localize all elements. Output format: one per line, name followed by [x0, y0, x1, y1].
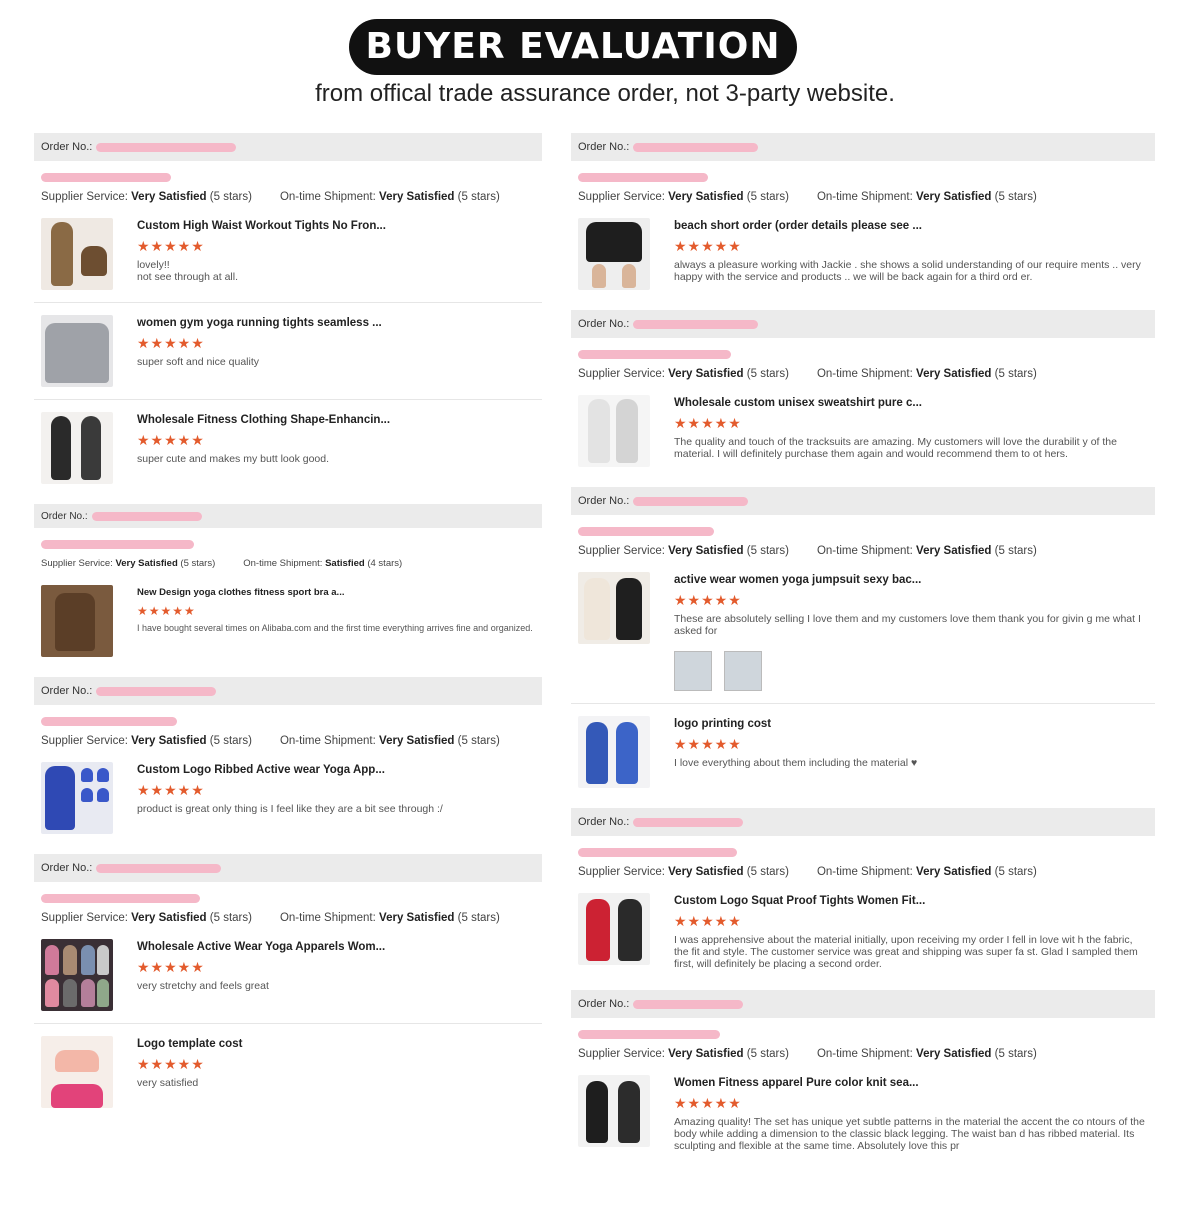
- order-card: [571, 808, 1155, 982]
- supplier-service-label: Supplier Service:: [41, 558, 113, 569]
- supplier-service-label: Supplier Service:: [578, 1048, 665, 1060]
- order-no-label: Order No.:: [578, 495, 630, 507]
- ontime-shipment-label: On-time Shipment:: [279, 191, 376, 203]
- order-card: [571, 990, 1155, 1164]
- order-no-label: Order No.:: [578, 141, 630, 153]
- product-thumbnail[interactable]: [41, 412, 113, 484]
- order-no-label: Order No.:: [578, 318, 630, 330]
- review-body: [674, 572, 1149, 691]
- redacted-buyer-name: [578, 350, 731, 359]
- ratings-row: [34, 732, 542, 750]
- product-title[interactable]: Wholesale Fitness Clothing Shape-Enhancin...: [137, 414, 391, 426]
- product-title[interactable]: Wholesale Active Wear Yoga Apparels Wom...: [137, 941, 386, 953]
- review-body: [137, 218, 536, 290]
- supplier-service-value: Very Satisfied: [668, 545, 744, 557]
- supplier-service-value: Very Satisfied: [115, 558, 178, 569]
- page-subtitle: from offical trade assurance order, not 3-party website.: [315, 80, 895, 107]
- thumbnail-figure: [55, 593, 95, 651]
- order-card: [571, 133, 1155, 302]
- order-header: [571, 487, 1155, 515]
- thumbnail-figure: [584, 578, 610, 640]
- order-header: [571, 133, 1155, 161]
- review-comment: Amazing quality! The set has unique yet subtle patterns in the material the accent the co ntours of the body while adding a dimension to the classic black legging. The waist ban d has ribbed material. Its sculpting and flexible at the same time. Absolutely love this pr: [674, 1116, 1145, 1152]
- ontime-shipment-value: Very Satisfied: [379, 735, 455, 747]
- ratings-row: [34, 555, 542, 573]
- star-rating-icon: ★★★★★: [674, 1095, 742, 1111]
- thumbnail-figure: [622, 264, 636, 288]
- thumbnail-figure: [55, 1050, 99, 1072]
- supplier-service-stars: (5 stars): [746, 545, 789, 557]
- supplier-service-value: Very Satisfied: [131, 912, 207, 924]
- star-rating-icon: ★★★★★: [137, 238, 205, 254]
- order-header: [34, 854, 542, 882]
- ontime-shipment-stars: (5 stars): [994, 866, 1037, 878]
- product-title[interactable]: Custom Logo Squat Proof Tights Women Fit...: [674, 895, 926, 907]
- order-header: [34, 133, 542, 161]
- supplier-service-stars: (5 stars): [209, 191, 252, 203]
- ratings-row: [571, 863, 1155, 881]
- thumbnail-figure: [97, 768, 109, 782]
- product-thumbnail[interactable]: [41, 315, 113, 387]
- thumbnail-figure: [586, 722, 608, 784]
- review-item[interactable]: [34, 750, 542, 846]
- product-title[interactable]: Wholesale custom unisex sweatshirt pure c...: [674, 397, 922, 409]
- thumbnail-figure: [588, 399, 610, 463]
- ontime-shipment-value: Satisfied: [325, 558, 365, 569]
- ratings-row: [571, 542, 1155, 560]
- right-column: [571, 133, 1155, 1172]
- order-no-label: Order No.:: [41, 685, 93, 697]
- review-photo[interactable]: [724, 651, 762, 691]
- order-card: [34, 854, 542, 1120]
- review-item[interactable]: [571, 560, 1155, 704]
- review-body: [674, 1075, 1149, 1152]
- order-header: [34, 504, 542, 528]
- review-comment: I was apprehensive about the material initially, upon receiving my order I fell in love wit h the fabric, the fit and style. The customer service was great and shipping was super fa st. Glad I sampled them first, will definitely be placing a second order.: [674, 934, 1138, 970]
- thumbnail-figure: [51, 416, 71, 480]
- thumbnail-figure: [81, 246, 107, 276]
- order-card: [571, 310, 1155, 479]
- supplier-service-label: Supplier Service:: [41, 912, 128, 924]
- review-item[interactable]: [571, 383, 1155, 479]
- ontime-shipment-label: On-time Shipment:: [279, 735, 376, 747]
- review-comment: super cute and makes my butt look good.: [137, 453, 330, 465]
- review-body: [674, 395, 1149, 467]
- ratings-row: [571, 365, 1155, 383]
- product-thumbnail[interactable]: [578, 893, 650, 965]
- order-header: [571, 990, 1155, 1018]
- review-body: [674, 893, 1149, 970]
- redacted-order-number: [633, 143, 758, 152]
- review-comment: I have bought several times on Alibaba.com and the first time everything arrives fine and organized.: [137, 623, 533, 633]
- star-rating-icon: ★★★★★: [137, 782, 205, 798]
- ontime-shipment-value: Very Satisfied: [916, 368, 992, 380]
- supplier-service-stars: (5 stars): [180, 558, 216, 569]
- product-title[interactable]: New Design yoga clothes fitness sport bra a...: [137, 587, 345, 598]
- order-no-label: Order No.:: [41, 141, 93, 153]
- product-thumbnail[interactable]: [578, 218, 650, 290]
- thumbnail-figure: [45, 766, 75, 830]
- review-comment: The quality and touch of the tracksuits are amazing. My customers will love the durabilit y of the material. I will definitely purchase them again and would recommend them to ot hers.: [674, 436, 1117, 460]
- product-title[interactable]: Custom Logo Ribbed Active wear Yoga App...: [137, 764, 385, 776]
- review-comment: super soft and nice quality: [137, 356, 259, 368]
- thumbnail-figure: [97, 979, 109, 1007]
- ontime-shipment-stars: (5 stars): [457, 912, 500, 924]
- star-rating-icon: ★★★★★: [674, 913, 742, 929]
- thumbnail-figure: [586, 222, 642, 262]
- review-body: [137, 585, 536, 657]
- redacted-order-number: [633, 1000, 743, 1009]
- thumbnail-figure: [618, 899, 642, 961]
- order-card: [571, 487, 1155, 800]
- redacted-order-number: [92, 512, 202, 521]
- review-item[interactable]: [34, 303, 542, 400]
- review-body: [137, 939, 536, 1011]
- review-item[interactable]: [571, 881, 1155, 982]
- thumbnail-figure: [63, 979, 77, 1007]
- ontime-shipment-value: Very Satisfied: [379, 912, 455, 924]
- product-title[interactable]: logo printing cost: [674, 718, 772, 730]
- ratings-row: [571, 188, 1155, 206]
- thumbnail-figure: [618, 1081, 640, 1143]
- product-title[interactable]: Custom High Waist Workout Tights No Fron...: [137, 220, 386, 232]
- review-item[interactable]: [34, 927, 542, 1024]
- redacted-order-number: [96, 864, 221, 873]
- product-thumbnail[interactable]: [578, 572, 650, 644]
- ontime-shipment-stars: (5 stars): [457, 191, 500, 203]
- order-header: [34, 677, 542, 705]
- supplier-service-stars: (5 stars): [746, 191, 789, 203]
- thumbnail-figure: [51, 222, 73, 286]
- review-body: [674, 218, 1149, 290]
- thumbnail-figure: [616, 722, 638, 784]
- order-no-label: Order No.:: [41, 862, 93, 874]
- order-no-label: Order No.:: [578, 816, 630, 828]
- product-title[interactable]: Logo template cost: [137, 1038, 243, 1050]
- supplier-service-value: Very Satisfied: [668, 191, 744, 203]
- star-rating-icon: ★★★★★: [137, 604, 196, 618]
- order-card: [34, 677, 542, 846]
- thumbnail-figure: [81, 416, 101, 480]
- ontime-shipment-stars: (5 stars): [994, 191, 1037, 203]
- redacted-order-number: [633, 320, 758, 329]
- left-column: [34, 133, 542, 1128]
- ontime-shipment-label: On-time Shipment:: [816, 191, 913, 203]
- star-rating-icon: ★★★★★: [137, 959, 205, 975]
- ontime-shipment-stars: (4 stars): [367, 558, 403, 569]
- ontime-shipment-label: On-time Shipment:: [816, 1048, 913, 1060]
- supplier-service-stars: (5 stars): [746, 1048, 789, 1060]
- supplier-service-value: Very Satisfied: [668, 866, 744, 878]
- ontime-shipment-value: Very Satisfied: [916, 191, 992, 203]
- redacted-buyer-name: [41, 894, 200, 903]
- ontime-shipment-label: On-time Shipment:: [279, 912, 376, 924]
- product-thumbnail[interactable]: [41, 762, 113, 834]
- review-item[interactable]: [34, 1024, 542, 1120]
- redacted-buyer-name: [578, 173, 708, 182]
- review-body: [674, 716, 1149, 788]
- review-comment: always a pleasure working with Jackie . she shows a solid understanding of our require ments .. very happy with the service and products .. we will be back again for a third ord er.: [674, 259, 1141, 283]
- product-title[interactable]: Women Fitness apparel Pure color knit sea...: [674, 1077, 919, 1089]
- thumbnail-figure: [45, 945, 59, 975]
- ontime-shipment-value: Very Satisfied: [379, 191, 455, 203]
- ontime-shipment-label: On-time Shipment:: [243, 558, 323, 569]
- ratings-row: [571, 1045, 1155, 1063]
- review-item[interactable]: [571, 704, 1155, 800]
- product-title[interactable]: women gym yoga running tights seamless ...: [137, 317, 382, 329]
- review-item[interactable]: [34, 573, 542, 669]
- ontime-shipment-label: On-time Shipment:: [816, 866, 913, 878]
- thumbnail-figure: [586, 899, 610, 961]
- review-comment: very stretchy and feels great: [137, 980, 269, 992]
- redacted-buyer-name: [578, 848, 737, 857]
- ontime-shipment-stars: (5 stars): [457, 735, 500, 747]
- ratings-row: [34, 909, 542, 927]
- ontime-shipment-stars: (5 stars): [994, 1048, 1037, 1060]
- product-thumbnail[interactable]: [41, 1036, 113, 1108]
- thumbnail-figure: [81, 945, 95, 975]
- supplier-service-stars: (5 stars): [746, 866, 789, 878]
- redacted-buyer-name: [41, 173, 171, 182]
- thumbnail-figure: [616, 578, 642, 640]
- thumbnail-figure: [592, 264, 606, 288]
- thumbnail-figure: [45, 323, 109, 383]
- supplier-service-value: Very Satisfied: [668, 368, 744, 380]
- review-item[interactable]: [571, 206, 1155, 302]
- supplier-service-label: Supplier Service:: [578, 866, 665, 878]
- supplier-service-label: Supplier Service:: [41, 191, 128, 203]
- redacted-order-number: [96, 687, 216, 696]
- review-photo[interactable]: [674, 651, 712, 691]
- star-rating-icon: ★★★★★: [674, 238, 742, 254]
- thumbnail-figure: [81, 768, 93, 782]
- order-card: [34, 504, 542, 669]
- product-thumbnail[interactable]: [41, 585, 113, 657]
- star-rating-icon: ★★★★★: [674, 415, 742, 431]
- review-body: [137, 1036, 536, 1108]
- thumbnail-figure: [586, 1081, 608, 1143]
- supplier-service-stars: (5 stars): [209, 912, 252, 924]
- review-body: [137, 315, 536, 387]
- review-photos: [674, 651, 1149, 691]
- review-comment: very satisfied: [137, 1077, 199, 1089]
- product-title[interactable]: active wear women yoga jumpsuit sexy bac...: [674, 574, 922, 586]
- thumbnail-figure: [51, 1084, 103, 1108]
- star-rating-icon: ★★★★★: [137, 1056, 205, 1072]
- supplier-service-value: Very Satisfied: [668, 1048, 744, 1060]
- product-thumbnail[interactable]: [578, 1075, 650, 1147]
- thumbnail-figure: [97, 945, 109, 975]
- review-item[interactable]: [571, 1063, 1155, 1164]
- thumbnail-figure: [81, 788, 93, 802]
- order-no-label: Order No.:: [41, 510, 88, 522]
- supplier-service-label: Supplier Service:: [578, 545, 665, 557]
- ontime-shipment-label: On-time Shipment:: [816, 368, 913, 380]
- ontime-shipment-value: Very Satisfied: [916, 1048, 992, 1060]
- redacted-buyer-name: [578, 1030, 720, 1039]
- thumbnail-figure: [63, 945, 77, 975]
- supplier-service-value: Very Satisfied: [131, 191, 207, 203]
- ratings-row: [34, 188, 542, 206]
- supplier-service-label: Supplier Service:: [578, 191, 665, 203]
- ontime-shipment-value: Very Satisfied: [916, 866, 992, 878]
- redacted-buyer-name: [41, 540, 194, 549]
- thumbnail-figure: [81, 979, 95, 1007]
- review-item[interactable]: [34, 206, 542, 303]
- review-body: [137, 762, 536, 834]
- ontime-shipment-label: On-time Shipment:: [816, 545, 913, 557]
- star-rating-icon: ★★★★★: [674, 592, 742, 608]
- thumbnail-figure: [616, 399, 638, 463]
- star-rating-icon: ★★★★★: [674, 736, 742, 752]
- order-header: [571, 808, 1155, 836]
- page-title: BUYER EVALUATION: [349, 19, 797, 75]
- redacted-order-number: [633, 818, 743, 827]
- redacted-order-number: [633, 497, 748, 506]
- redacted-buyer-name: [578, 527, 714, 536]
- supplier-service-label: Supplier Service:: [41, 735, 128, 747]
- product-thumbnail[interactable]: [578, 395, 650, 467]
- supplier-service-stars: (5 stars): [746, 368, 789, 380]
- order-card: [34, 133, 542, 496]
- star-rating-icon: ★★★★★: [137, 335, 205, 351]
- order-header: [571, 310, 1155, 338]
- review-item[interactable]: [34, 400, 542, 496]
- ontime-shipment-value: Very Satisfied: [916, 545, 992, 557]
- product-title[interactable]: beach short order (order details please see ...: [674, 220, 922, 232]
- redacted-order-number: [96, 143, 236, 152]
- supplier-service-value: Very Satisfied: [131, 735, 207, 747]
- review-comment: These are absolutely selling I love them and my customers love them thank you for givin g me what I asked for: [674, 613, 1141, 637]
- review-body: [137, 412, 536, 484]
- thumbnail-figure: [97, 788, 109, 802]
- product-thumbnail[interactable]: [578, 716, 650, 788]
- ontime-shipment-stars: (5 stars): [994, 545, 1037, 557]
- ontime-shipment-stars: (5 stars): [994, 368, 1037, 380]
- review-comment: I love everything about them including the material ♥: [674, 757, 918, 769]
- star-rating-icon: ★★★★★: [137, 432, 205, 448]
- thumbnail-figure: [45, 979, 59, 1007]
- redacted-buyer-name: [41, 717, 177, 726]
- order-no-label: Order No.:: [578, 998, 630, 1010]
- product-thumbnail[interactable]: [41, 939, 113, 1011]
- review-comment: lovely!! not see through at all.: [137, 259, 238, 283]
- supplier-service-stars: (5 stars): [209, 735, 252, 747]
- supplier-service-label: Supplier Service:: [578, 368, 665, 380]
- product-thumbnail[interactable]: [41, 218, 113, 290]
- review-comment: product is great only thing is I feel like they are a bit see through :/: [137, 803, 443, 815]
